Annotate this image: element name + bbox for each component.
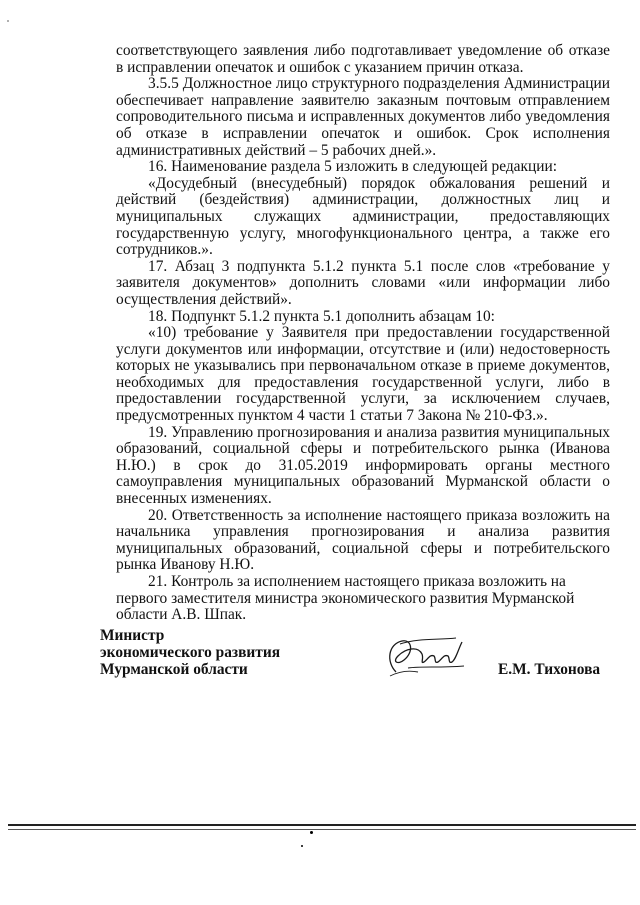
scan-speck bbox=[301, 845, 303, 847]
paragraph-section5-title: «Досудебный (внесудебный) порядок обжалования решений и действий (бездействия) администрации, должностных лиц и муниципальных служащих администрации, предоставляющих государственную услугу, многофункционального центра, а также его сотрудников.». bbox=[116, 174, 610, 259]
scan-speck bbox=[7, 20, 9, 22]
signatory-title-line3: Мурманской области bbox=[100, 661, 248, 678]
handwritten-signature bbox=[378, 632, 468, 682]
bottom-rule-thin bbox=[8, 829, 636, 830]
paragraph-17: 17. Абзац 3 подпункта 5.1.2 пункта 5.1 после слов «требование у заявителя документов» дополнить словами «или информации либо осуществления действий». bbox=[116, 257, 610, 308]
paragraph-16: 16. Наименование раздела 5 изложить в следующей редакции: bbox=[148, 158, 557, 176]
paragraph-21: 21. Контроль за исполнением настоящего приказа возложить на первого заместителя министра экономического развития Мурманской области А.В. Шпак. bbox=[116, 573, 575, 624]
scan-speck bbox=[310, 831, 313, 834]
signatory-title-line2: экономического развития bbox=[100, 644, 281, 661]
paragraph-20: 20. Ответственность за исполнение настоящего приказа возложить на начальника управления прогнозирования и анализа развития муниципальных образований, социальной сферы и потребительского рынка Иванову Н.Ю. bbox=[116, 506, 610, 574]
signatory-name: Е.М. Тихонова bbox=[498, 661, 601, 678]
paragraph-18-text: «10) требование у Заявителя при предоставлении государственной услуги документов или информации, отсутствие и (или) недостоверность которых не указывались при первоначальном отказе в приеме документов, необходимых для предоставления государственной услуги, либо в предоставлении государственной услуги, за исключением случаев, предусмотренных пунктом 4 части 1 статьи 7 Закона № 210-ФЗ.». bbox=[116, 324, 610, 425]
signatory-title-line1: Министр bbox=[100, 627, 165, 644]
paragraph-3-5-5: 3.5.5 Должностное лицо структурного подразделения Администрации обеспечивает направление заявителю заказным почтовым отправлением сопроводительного письма и исправленных документов либо уведомления об отказе в исправлении опечаток и ошибок. Срок исполнения административных действий – 5 рабочих дней.». bbox=[116, 75, 610, 159]
paragraph-18: 18. Подпункт 5.1.2 пункта 5.1 дополнить абзацам 10: bbox=[148, 307, 495, 325]
paragraph-continuation: соответствующего заявления либо подготавливает уведомление об отказе в исправлении опечаток и ошибок с указанием причин отказа. bbox=[116, 42, 610, 76]
paragraph-19: 19. Управлению прогнозирования и анализа развития муниципальных образований, социальной сферы и потребительского рынка (Иванова Н.Ю.) в срок до 31.05.2019 информировать органы местного самоуправления муниципальных образований Мурманской области о внесенных изменениях. bbox=[116, 423, 610, 508]
bottom-rule bbox=[8, 824, 636, 826]
document-body bbox=[116, 43, 610, 624]
signatory-title bbox=[100, 627, 280, 678]
